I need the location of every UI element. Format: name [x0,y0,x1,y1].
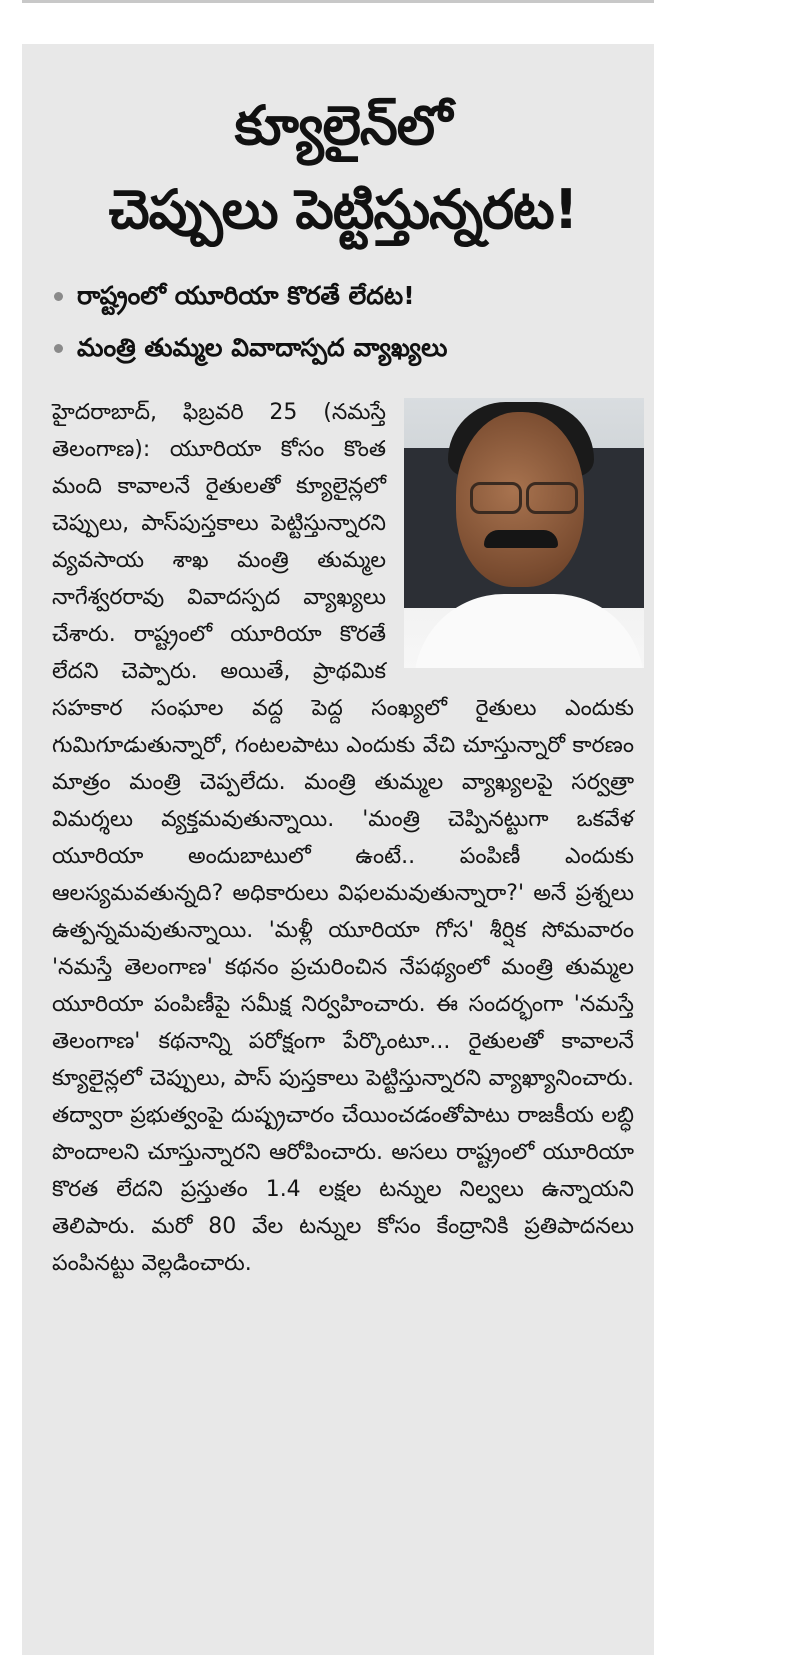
headline [52,84,634,252]
subheadline-text: రాష్ట్రంలో యూరియా కొరతే లేదట! [77,281,415,310]
subheadline-bullet [52,270,634,322]
minister-photo [404,398,644,668]
subheadline-bullet [52,322,634,374]
headline-line-2: చెప్పులు పెట్టిస్తున్నరట! [108,178,578,241]
top-divider [22,0,654,3]
bullet-dot-icon [54,292,63,301]
subheadline-text: మంత్రి తుమ్మల వివాదాస్పద వ్యాఖ్యలు [77,333,448,362]
article-body: హైదరాబాద్, ఫిబ్రవరి 25 (నమస్తే తెలంగాణ): యూరియా కోసం కొంత మంది కావాలనే రైతులతో క్యూలైన్లలో చెప్పులు, పాస్‌పుస్తకాలు పెట్టిస్తున్నారని వ్యవసాయ శాఖ మంత్రి తుమ్మల నాగేశ్వరరావు వివాదస్పద వ్యాఖ్యలు చేశారు. రాష్ట్రంలో యూరియా కొరతే లేదని చెప్పారు. అయితే, ప్రాథమిక సహకార సంఘాల వద్ద పెద్ద సంఖ్యలో రైతులు ఎందుకు గుమిగూడుతున్నారో, గంటలపాటు ఎందుకు వేచి చూస్తున్నారో కారణం మాత్రం మంత్రి చెప్పలేదు. మంత్రి తుమ్మల వ్యాఖ్యలపై సర్వత్రా విమర్శలు వ్యక్తమవుతున్నాయి. 'మంత్రి చెప్పినట్టుగా ఒకవేళ యూరియా అందుబాటులో ఉంటే.. పంపిణీ ఎందుకు ఆలస్యమవతున్నది? అధికారులు విఫలమవుతున్నారా?' అనే ప్రశ్నలు ఉత్పన్నమవుతున్నాయి. 'మళ్లీ యూరియా గోస' శీర్షిక సోమవారం 'నమస్తే తెలంగాణ' కథనం ప్రచురించిన నేపథ్యంలో మంత్రి తుమ్మల యూరియా పంపిణీపై సమీక్ష నిర్వహించారు. ఈ సందర్భంగా 'నమస్తే తెలంగాణ' కథనాన్ని పరోక్షంగా పేర్కొంటూ... రైతులతో కావాలనే క్యూలైన్లలో చెప్పులు, పాస్ పుస్తకాలు పెట్టిస్తున్నారని వ్యాఖ్యానించారు. తద్వారా ప్రభుత్వంపై దుష్ప్రచారం చేయించడంతోపాటు రాజకీయ లబ్ధి పొందాలని చూస్తున్నారని ఆరోపించారు. అసలు రాష్ట్రంలో యూరియా కొరత లేదని ప్రస్తుతం 1.4 లక్షల టన్నుల నిల్వలు ఉన్నాయని తెలిపారు. మరో 80 వేల టన్నుల కోసం కేంద్రానికి ప్రతిపాదనలు పంపినట్టు వెల్లడించారు. [52,400,634,1276]
bullet-dot-icon [54,344,63,353]
news-clipping [22,44,654,1655]
headline-line-1: క్యూలైన్‌లో [234,94,452,157]
subheadline-bullets [52,270,634,374]
